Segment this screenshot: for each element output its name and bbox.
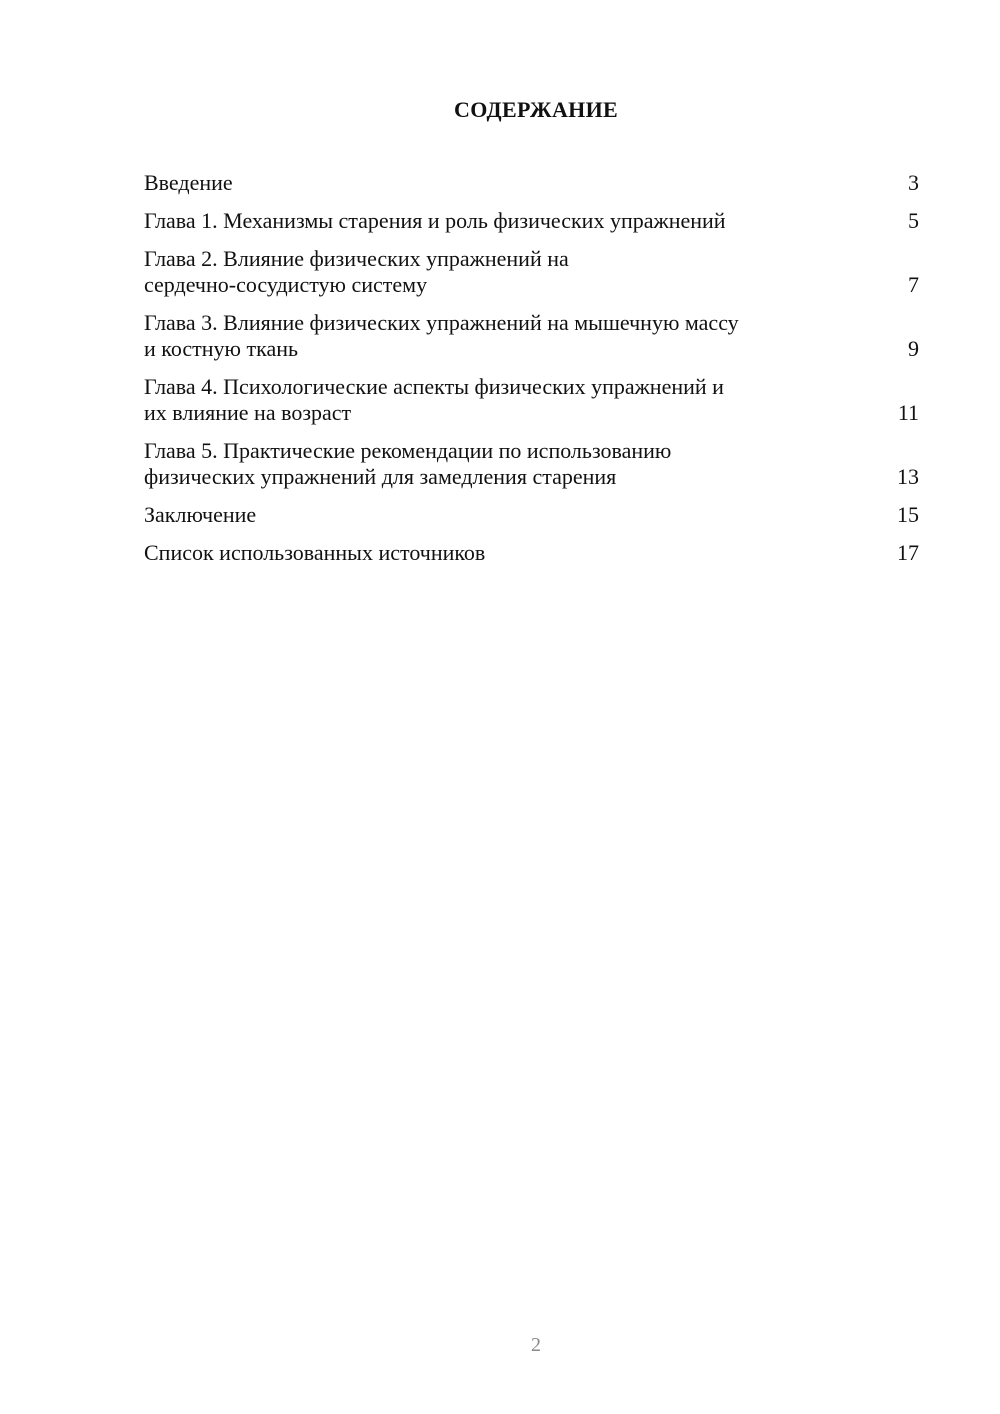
- toc-page-number: 15: [897, 502, 919, 527]
- toc-page-number: 3: [908, 170, 919, 195]
- toc-page-number: 13: [897, 464, 919, 489]
- toc-item-line: Введение: [144, 170, 233, 195]
- toc-item-line: их влияние на возраст: [144, 400, 352, 425]
- toc-item-label: [144, 246, 824, 298]
- toc-item-conclusion: [144, 502, 919, 528]
- toc-item-label: [144, 170, 824, 196]
- toc-item-line: сердечно-сосудистую систему: [144, 272, 428, 297]
- toc-item-label: [144, 438, 824, 490]
- toc-item-label: [144, 502, 824, 528]
- toc-item-chapter-2: [144, 246, 919, 298]
- toc-page-number: 7: [908, 272, 919, 297]
- toc-item-line: Заключение: [144, 502, 257, 527]
- toc-item-chapter-4: [144, 374, 919, 426]
- toc-item-line: и костную ткань: [144, 336, 299, 361]
- toc-item-line: Глава 5. Практические рекомендации по использованию: [144, 438, 672, 463]
- toc-page-number: 9: [908, 336, 919, 361]
- toc-item-chapter-1: [144, 208, 919, 234]
- toc-item-line: физических упражнений для замедления старения: [144, 464, 617, 489]
- toc-item-label: [144, 208, 824, 234]
- toc-item-label: [144, 540, 824, 566]
- toc-item-label: [144, 374, 824, 426]
- toc-item-references: [144, 540, 919, 566]
- toc-page-number: 17: [897, 540, 919, 565]
- page-number: 2: [531, 1334, 541, 1356]
- toc-title: СОДЕРЖАНИЕ: [454, 97, 618, 122]
- toc-page-number: 11: [897, 400, 919, 425]
- toc-item-chapter-5: [144, 438, 919, 490]
- toc-item-line: Глава 1. Механизмы старения и роль физических упражнений: [144, 208, 726, 233]
- toc-page-number: 5: [908, 208, 919, 233]
- toc-item-line: Список использованных источников: [144, 540, 486, 565]
- toc-item-introduction: [144, 170, 919, 196]
- toc-item-chapter-3: [144, 310, 919, 362]
- toc-item-line: Глава 2. Влияние физических упражнений на: [144, 246, 569, 271]
- toc-item-line: Глава 4. Психологические аспекты физических упражнений и: [144, 374, 724, 399]
- table-of-contents: [144, 170, 919, 578]
- toc-item-line: Глава 3. Влияние физических упражнений на мышечную массу: [144, 310, 739, 335]
- toc-item-label: [144, 310, 824, 362]
